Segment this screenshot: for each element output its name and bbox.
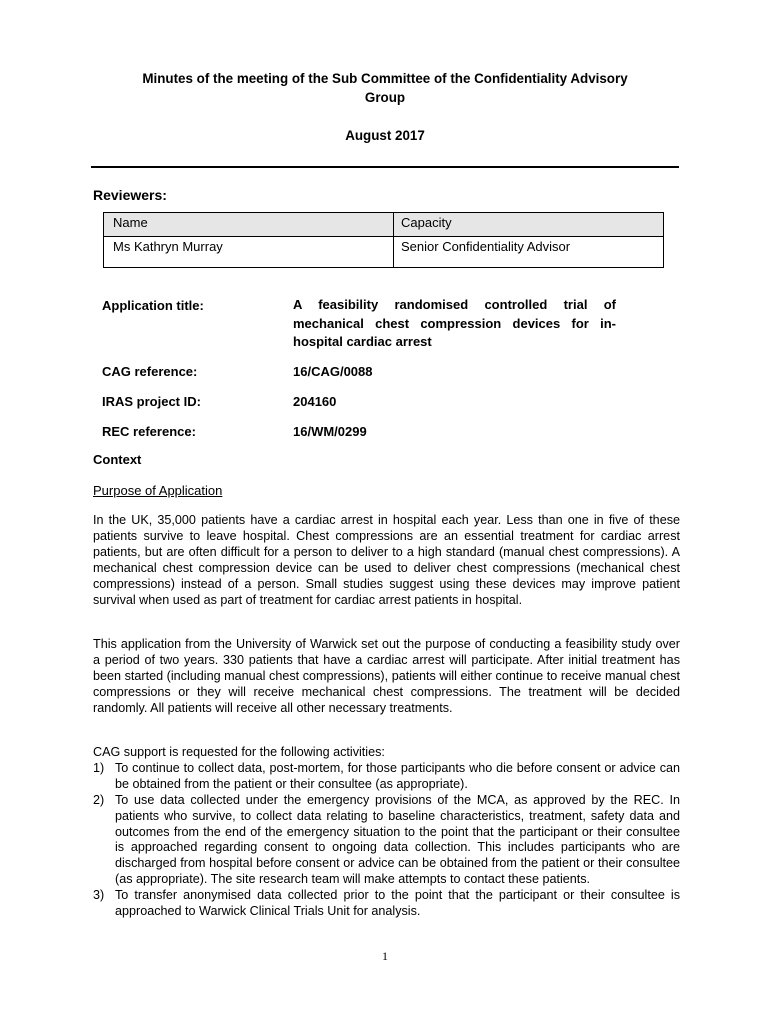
list-item xyxy=(93,888,680,920)
reviewer-capacity-cell: Senior Confidentiality Advisor xyxy=(401,239,571,254)
list-item-text: To transfer anonymised data collected prior to the point that the participant or their consultee is approached to Warwick Clinical Trials Unit for analysis. xyxy=(115,888,680,919)
title-line-1: Minutes of the meeting of the Sub Committee of the Confidentiality Advisory xyxy=(142,71,628,86)
list-item xyxy=(93,761,680,793)
paragraph-study-purpose: This application from the University of Warwick set out the purpose of conducting a feasibility study over a period of two years. 330 patients that have a cardiac arrest will participate. After initial treatment has been started (including manual chest compressions), patients will either continue to receive manual chest compressions or they will receive mechanical chest compressions. The treatment will be decided randomly. All patients will receive all other necessary treatments. xyxy=(93,637,680,715)
document-title xyxy=(92,69,678,107)
list-item-number: 2) xyxy=(93,792,105,807)
reviewers-heading: Reviewers: xyxy=(93,187,167,203)
cag-reference-value: 16/CAG/0088 xyxy=(293,364,373,379)
application-title-label: Application title: xyxy=(102,298,204,313)
column-header-name: Name xyxy=(113,215,148,230)
reviewers-table-header-row xyxy=(104,213,663,237)
list-item-number: 3) xyxy=(93,888,105,903)
iras-project-id-value: 204160 xyxy=(293,394,337,409)
purpose-subheading: Purpose of Application xyxy=(93,483,223,498)
list-item-text: To use data collected under the emergency provisions of the MCA, as approved by the REC. In patients who survive, to collect data relating to baseline characteristics, treatment, safety data and outcomes from the end of the emergency situation to the point that the participant or their consultee is approached regarding consent to ongoing data collection. This includes participants who are discharged from hospital before consent or advice can be obtained from the patient or their consultee (as appropriate). The site research team will make attempts to contact these patients. xyxy=(115,792,680,887)
application-title-value: A feasibility randomised controlled trial of mechanical chest compression devices for in-hospital cardiac arrest xyxy=(293,297,616,349)
column-divider xyxy=(393,213,394,267)
activities-list-intro: CAG support is requested for the following activities: xyxy=(93,745,385,759)
header-divider xyxy=(91,166,679,168)
document-date: August 2017 xyxy=(345,128,425,143)
iras-project-id-label: IRAS project ID: xyxy=(102,394,201,409)
context-heading: Context xyxy=(93,452,142,467)
rec-reference-value: 16/WM/0299 xyxy=(293,424,367,439)
paragraph-background: In the UK, 35,000 patients have a cardiac arrest in hospital each year. Less than one in five of these patients survive to leave hospital. Chest compressions are an essential treatment for cardiac arrest patients, but are often difficult for a person to deliver to a high standard (manual chest compressions). A mechanical chest compression device can be used to deliver chest compressions (mechanical chest compressions) instead of a person. Small studies suggest using these devices may improve patient survival when used as part of treatment for cardiac arrest patients in hospital. xyxy=(93,513,680,607)
reviewer-name-cell: Ms Kathryn Murray xyxy=(113,239,223,254)
column-header-capacity: Capacity xyxy=(401,215,452,230)
list-item-text: To continue to collect data, post-mortem, for those participants who die before consent or advice can be obtained from the patient or their consultee (as appropriate). xyxy=(115,760,680,791)
reviewers-table xyxy=(103,212,664,268)
title-line-2: Group xyxy=(364,90,406,105)
cag-reference-label: CAG reference: xyxy=(102,364,198,379)
list-item xyxy=(93,793,680,888)
table-row xyxy=(104,237,663,267)
rec-reference-label: REC reference: xyxy=(102,424,196,439)
page-number: 1 xyxy=(382,949,388,963)
activities-list xyxy=(93,745,680,920)
list-item-number: 1) xyxy=(93,760,105,775)
